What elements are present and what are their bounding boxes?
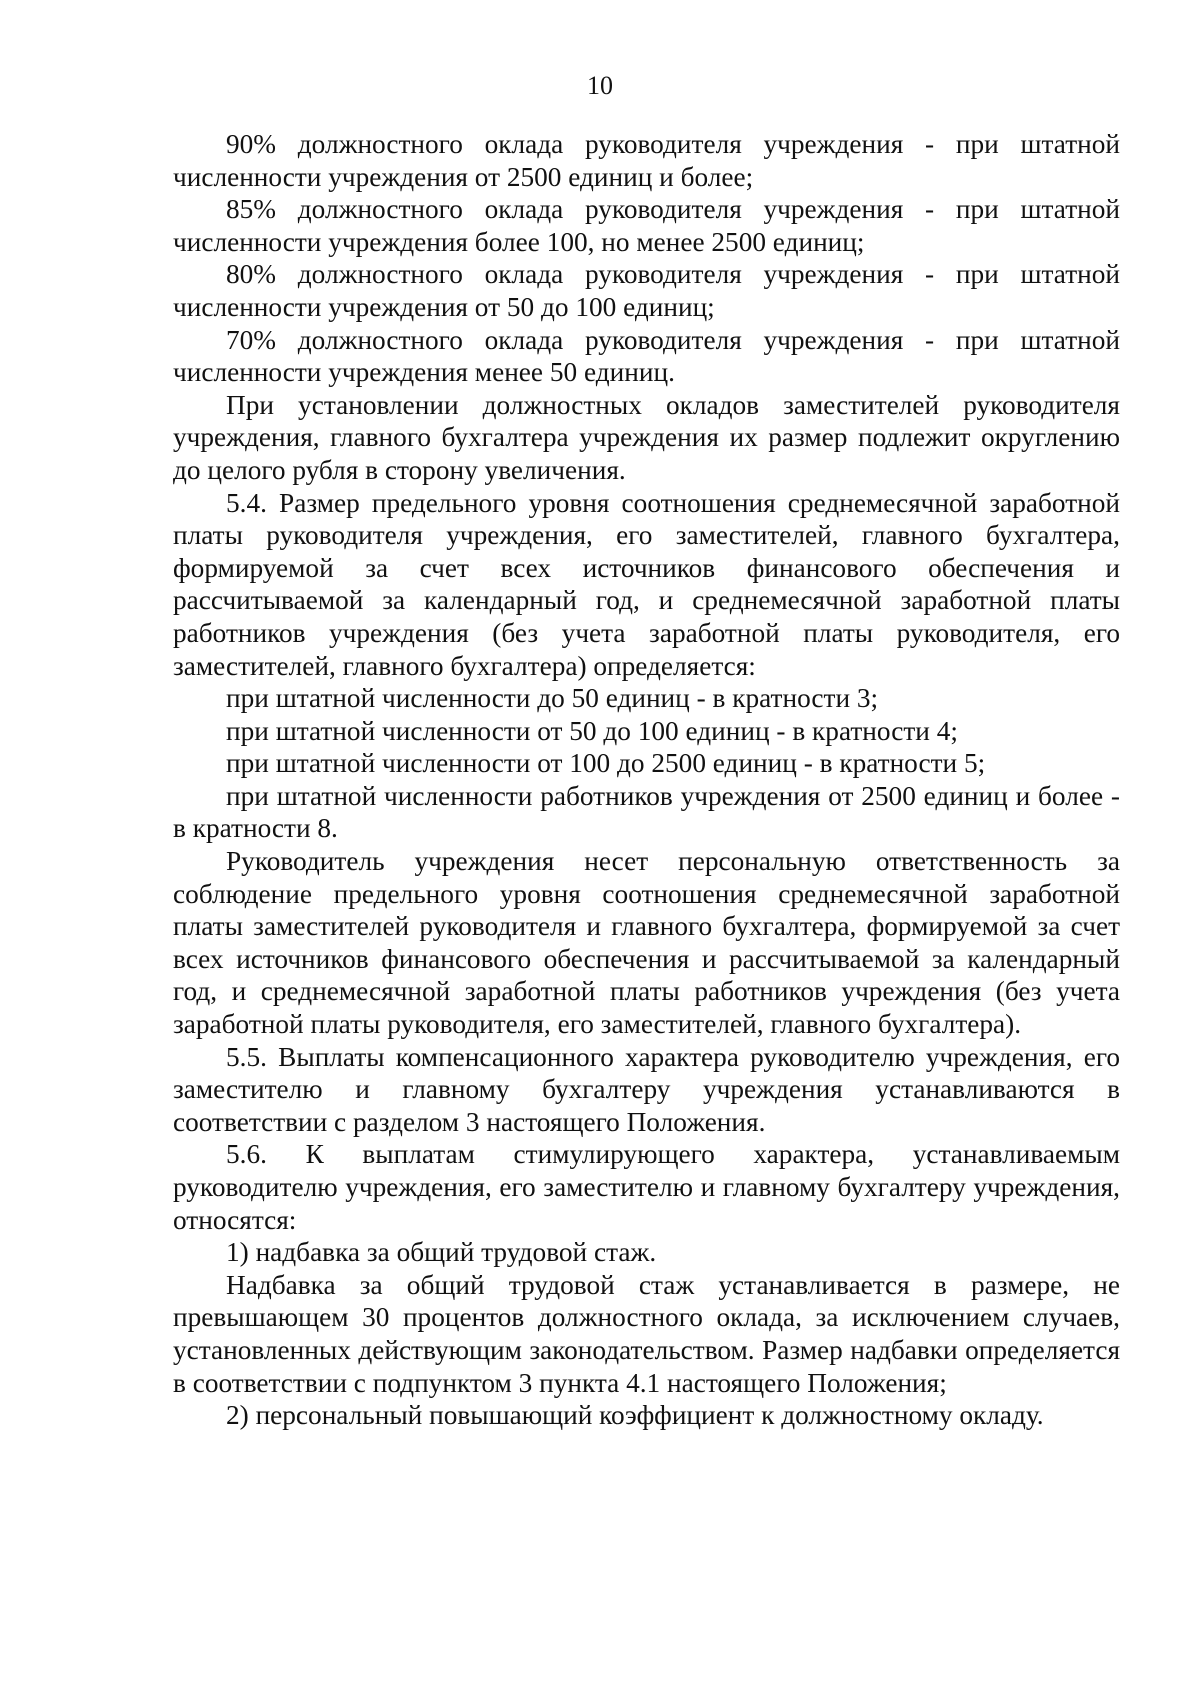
paragraph-salary-70: 70% должностного оклада руководителя учреждения - при штатной численности учреждения менее 50 единиц. [173,324,1120,388]
paragraph-item-2: 2) персональный повышающий коэффициент к должностному окладу. [226,1400,1044,1431]
paragraph-section-5-4: 5.4. Размер предельного уровня соотношения среднемесячной заработной платы руководителя учреждения, его заместителей, главного бухгалтера, формируемой за счет всех источников финансового обеспечения и рассчитываемой за календарный год, и среднемесячной заработной платы работников учреждения (без учета заработной платы руководителя, его заместителей, главного бухгалтера) определяется: [173,487,1120,681]
paragraph-seniority-bonus: Надбавка за общий трудовой стаж устанавливается в размере, не превышающем 30 процентов должностного оклада, за исключением случаев, установленных действующим законодательством. Размер надбавки определяется в соответствии с подпунктом 3 пункта 4.1 настоящего Положения; [173,1269,1120,1398]
paragraph-salary-80: 80% должностного оклада руководителя учреждения - при штатной численности учреждения от 50 до 100 единиц; [173,259,1120,322]
paragraph-ratio-8: при штатной численности работников учреждения от 2500 единиц и более - в кратности 8. [173,780,1120,844]
paragraph-rounding: При установлении должностных окладов заместителей руководителя учреждения, главного бухгалтера учреждения их размер подлежит округлению до целого рубля в сторону увеличения. [173,389,1120,485]
paragraph-responsibility: Руководитель учреждения несет персональную ответственность за соблюдение предельного уровня соотношения среднемесячной заработной платы заместителей руководителя и главного бухгалтера, формируемой за счет всех источников финансового обеспечения и рассчитываемой за календарный год, и среднемесячной заработной платы работников учреждения (без учета заработной платы руководителя, его заместителей, главного бухгалтера). [173,846,1120,1040]
paragraph-ratio-5: при штатной численности от 100 до 2500 единиц - в кратности 5; [226,748,986,779]
paragraph-salary-90: 90% должностного оклада руководителя учреждения - при штатной численности учреждения от 2500 единиц и более; [173,129,1120,192]
document-body [173,128,1120,1432]
page-number: 10 [587,71,613,100]
paragraph-ratio-3: при штатной численности до 50 единиц - в кратности 3; [226,683,879,714]
paragraph-ratio-4: при штатной численности от 50 до 100 единиц - в кратности 4; [226,715,958,746]
paragraph-salary-85: 85% должностного оклада руководителя учреждения - при штатной численности учреждения более 100, но менее 2500 единиц; [173,194,1120,257]
paragraph-item-1: 1) надбавка за общий трудовой стаж. [226,1237,657,1268]
paragraph-section-5-5: 5.5. Выплаты компенсационного характера руководителю учреждения, его заместителю и главному бухгалтеру учреждения устанавливаются в соответствии с разделом 3 настоящего Положения. [173,1041,1120,1137]
paragraph-section-5-6: 5.6. К выплатам стимулирующего характера, устанавливаемым руководителю учреждения, его заместителю и главному бухгалтеру учреждения, относятся: [173,1139,1120,1235]
